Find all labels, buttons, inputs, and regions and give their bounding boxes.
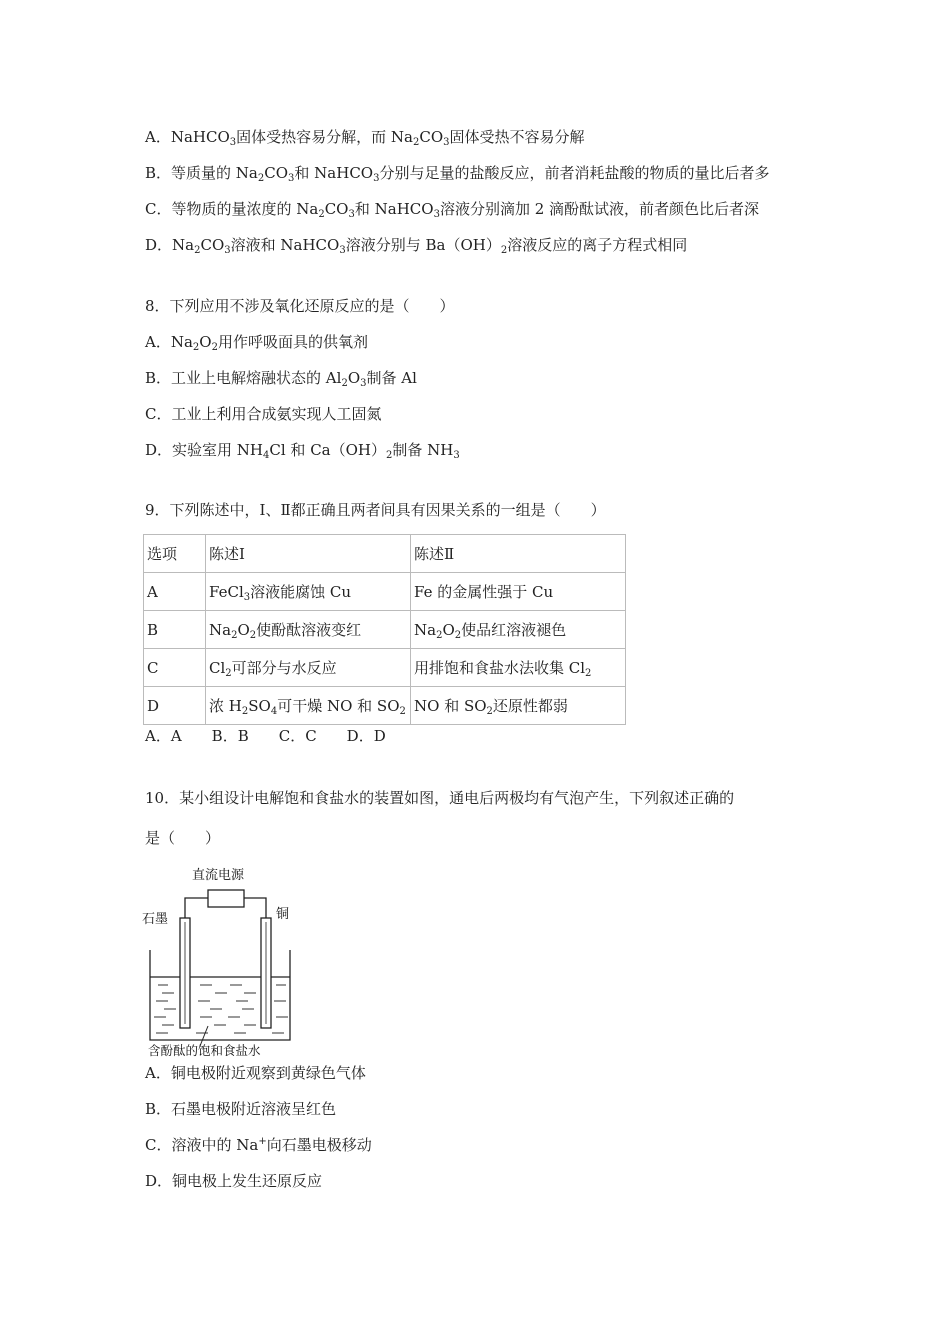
q8-option-b: B．工业上电解熔融状态的 $Al_2O_3$制备 Al bbox=[145, 369, 417, 389]
q9-table bbox=[143, 534, 626, 725]
table-header-cell: 选项 bbox=[144, 535, 206, 573]
graphite-label: 石墨 bbox=[142, 912, 169, 927]
wire-left bbox=[185, 898, 208, 918]
q8-option-a: A．$Na_2O_2$用作呼吸面具的供氧剂 bbox=[145, 333, 368, 353]
table-row bbox=[144, 611, 626, 649]
q8-option-c: C．工业上利用合成氨实现人工固氮 bbox=[145, 405, 382, 423]
power-supply-box bbox=[208, 890, 244, 907]
q10-option-d: D．铜电极上发生还原反应 bbox=[145, 1172, 323, 1190]
q10-stem-line2: 是（ ） bbox=[145, 829, 221, 847]
q8-stem: 8．下列应用不涉及氧化还原反应的是（ ） bbox=[145, 297, 455, 315]
q7-option-b: B．等质量的 $Na_2CO_3$和 NaHCO$_3$分别与足量的盐酸反应，前者消耗盐酸的物质的量比后者多 bbox=[145, 164, 770, 184]
table-cell: FeCl$_3$溶液能腐蚀 Cu bbox=[206, 573, 411, 611]
table-cell: 用排饱和食盐水法收集 $Cl_2$ bbox=[411, 649, 626, 687]
table-cell-option: B bbox=[144, 611, 206, 649]
electrode-copper bbox=[261, 918, 271, 1028]
solution-caption: 含酚酞的饱和食盐水 bbox=[148, 1043, 261, 1058]
copper-label: 铜 bbox=[276, 907, 290, 922]
table-cell: Fe 的金属性强于 Cu bbox=[411, 573, 626, 611]
table-header-row bbox=[144, 535, 626, 573]
q9-stem: 9．下列陈述中，Ⅰ、Ⅱ都正确且两者间具有因果关系的一组是（ ） bbox=[145, 501, 606, 519]
electrode-graphite bbox=[180, 918, 190, 1028]
table-cell-option: A bbox=[144, 573, 206, 611]
table-cell: 浓 $H_2SO_4$可干燥 NO 和 $SO_2$ bbox=[206, 687, 411, 725]
q9-answer-choices: A．A B．B C．C D．D bbox=[145, 727, 386, 745]
circuit-wires bbox=[185, 890, 266, 918]
q7-option-a: A．NaHCO$_3$固体受热容易分解，而 $Na_2CO_3$固体受热不容易分解 bbox=[145, 128, 585, 148]
q7-option-c: C．等物质的量浓度的 $Na_2CO_3$和 NaHCO$_3$溶液分别滴加 2 滴酚酞试液，前者颜色比后者深 bbox=[145, 200, 760, 220]
q10-stem-line1: 10．某小组设计电解饱和食盐水的装置如图，通电后两极均有气泡产生，下列叙述正确的 bbox=[145, 789, 735, 807]
q10-option-a: A．铜电极附近观察到黄绿色气体 bbox=[145, 1064, 366, 1082]
table-cell: $Na_2O_2$使品红溶液褪色 bbox=[411, 611, 626, 649]
table-cell-option: C bbox=[144, 649, 206, 687]
table-header-cell: 陈述Ⅰ bbox=[206, 535, 411, 573]
table-header-cell: 陈述Ⅱ bbox=[411, 535, 626, 573]
table-row bbox=[144, 649, 626, 687]
q7-option-d: D．$Na_2CO_3$溶液和 NaHCO$_3$溶液分别与 $Ba(OH)_2$溶液反应的离子方程式相同 bbox=[145, 236, 688, 256]
table-cell: NO 和 $SO_2$还原性都弱 bbox=[411, 687, 626, 725]
table-cell: $Na_2O_2$使酚酞溶液变红 bbox=[206, 611, 411, 649]
table-row bbox=[144, 573, 626, 611]
wire-right bbox=[244, 898, 266, 918]
q10-option-c: C．溶液中的 Na+向石墨电极移动 bbox=[145, 1136, 372, 1154]
q8-option-d: D．实验室用 $NH_4Cl$ 和 $Ca(OH)_2$制备 $NH_3$ bbox=[145, 441, 460, 461]
power-supply-label: 直流电源 bbox=[192, 868, 245, 883]
table-row bbox=[144, 687, 626, 725]
table-cell: $Cl_2$可部分与水反应 bbox=[206, 649, 411, 687]
table-cell-option: D bbox=[144, 687, 206, 725]
electrolysis-diagram bbox=[140, 860, 300, 1060]
q10-option-b: B．石墨电极附近溶液呈红色 bbox=[145, 1100, 337, 1118]
